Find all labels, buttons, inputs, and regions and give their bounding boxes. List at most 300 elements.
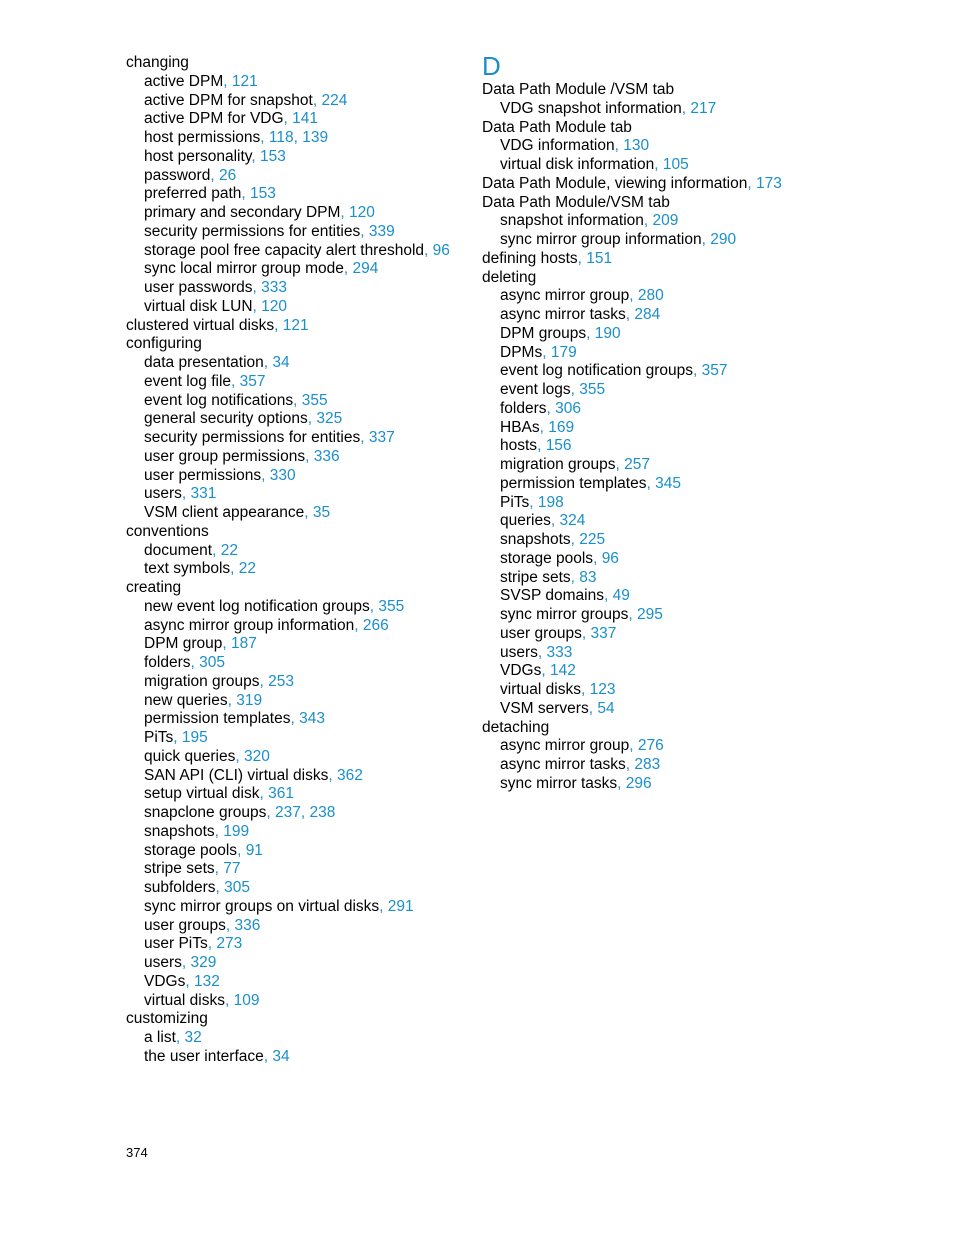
separator: , <box>300 804 310 821</box>
index-term: user permissions <box>144 466 262 484</box>
separator: , <box>369 597 379 615</box>
page-link[interactable]: 118 <box>268 129 294 146</box>
index-subentry <box>482 644 822 663</box>
separator: , <box>181 954 191 971</box>
index-subentry <box>126 242 466 261</box>
page-link[interactable]: 324 <box>559 512 586 530</box>
separator: , <box>617 774 626 792</box>
separator: , <box>628 606 637 623</box>
index-subentry <box>126 823 466 842</box>
page-link[interactable]: 121 <box>231 72 258 90</box>
index-term: sync mirror groups <box>500 606 629 623</box>
index-column-right <box>482 51 822 794</box>
index-term: snapclone groups <box>144 804 267 821</box>
page-link[interactable]: 224 <box>321 91 348 109</box>
page-link[interactable]: 91 <box>245 841 263 859</box>
separator: , <box>190 654 200 671</box>
index-entry <box>126 1010 466 1029</box>
index-term: Data Path Module, viewing information <box>482 174 748 192</box>
index-entry <box>126 579 466 598</box>
index-term: async mirror tasks <box>500 756 626 773</box>
index-term: host personality <box>144 147 252 165</box>
separator: , <box>223 72 232 90</box>
index-term: user groups <box>144 916 226 934</box>
separator: , <box>588 699 598 717</box>
index-subentry <box>126 148 466 167</box>
page-link[interactable]: 153 <box>250 185 276 203</box>
page-link[interactable]: 225 <box>579 531 606 548</box>
index-term: changing <box>126 54 189 71</box>
page-link[interactable]: 331 <box>190 485 217 503</box>
page-link[interactable]: 238 <box>309 804 336 821</box>
separator: , <box>586 324 595 342</box>
index-subentry <box>126 448 466 467</box>
page-link[interactable]: 266 <box>362 616 389 634</box>
index-term: VSM servers <box>500 699 589 717</box>
page-link[interactable]: 343 <box>299 710 325 728</box>
separator: , <box>360 222 369 240</box>
page-link[interactable]: 132 <box>193 972 220 990</box>
separator: , <box>252 279 262 296</box>
index-subentry <box>126 542 466 561</box>
index-subentry <box>126 467 466 486</box>
separator: , <box>215 879 225 896</box>
page-link[interactable]: 305 <box>224 879 251 896</box>
page-link[interactable]: 209 <box>652 212 679 230</box>
page-link[interactable]: 339 <box>368 222 395 240</box>
index-subentry <box>126 373 466 392</box>
index-subentry <box>126 729 466 748</box>
separator: , <box>629 737 638 755</box>
index-subentry <box>482 700 822 719</box>
index-term: stripe sets <box>144 860 215 878</box>
separator: , <box>259 672 269 690</box>
index-term: event log notification groups <box>500 362 694 380</box>
separator: , <box>539 418 549 436</box>
index-term: preferred path <box>144 185 242 203</box>
page-link[interactable]: 305 <box>199 654 226 671</box>
page-link[interactable]: 151 <box>586 249 613 267</box>
page-link[interactable]: 195 <box>181 729 208 746</box>
separator: , <box>261 466 270 484</box>
index-subentry <box>126 973 466 992</box>
index-term: permission templates <box>144 710 291 728</box>
page-link[interactable]: 156 <box>545 437 572 455</box>
separator: , <box>747 174 756 192</box>
page-link[interactable]: 120 <box>349 204 375 221</box>
index-term: defining hosts <box>482 249 578 267</box>
separator: , <box>546 399 556 417</box>
page-link[interactable]: 333 <box>546 643 573 661</box>
index-term: user passwords <box>144 279 253 296</box>
page-link[interactable]: 357 <box>239 372 266 390</box>
separator: , <box>629 287 638 305</box>
page-link[interactable]: 325 <box>316 410 343 428</box>
separator: , <box>379 897 388 915</box>
index-subentry <box>126 185 466 204</box>
index-entry <box>126 317 466 336</box>
page-link[interactable]: 123 <box>589 681 616 698</box>
index-subentry <box>126 785 466 804</box>
page-link[interactable]: 49 <box>612 587 630 605</box>
index-term: general security options <box>144 410 308 428</box>
index-subentry <box>126 767 466 786</box>
separator: , <box>237 841 246 859</box>
index-subentry <box>482 737 822 756</box>
separator: , <box>625 756 635 773</box>
index-subentry <box>126 92 466 111</box>
index-subentry <box>482 662 822 681</box>
page-link[interactable]: 173 <box>756 174 782 192</box>
page-link[interactable]: 355 <box>301 391 328 409</box>
index-term: virtual disks <box>500 681 581 698</box>
section-letter: D <box>482 51 501 81</box>
page-link[interactable]: 294 <box>352 260 379 278</box>
index-term: DPM group <box>144 635 223 653</box>
index-term: VDGs <box>500 662 542 680</box>
separator: , <box>173 729 182 746</box>
page-link[interactable]: 295 <box>636 606 663 623</box>
index-subentry <box>482 550 822 569</box>
index-subentry <box>126 410 466 429</box>
separator: , <box>343 260 353 278</box>
index-subentry <box>126 917 466 936</box>
index-subentry <box>482 775 822 794</box>
index-term: VDG snapshot information <box>500 99 682 117</box>
index-subentry <box>482 306 822 325</box>
separator: , <box>360 429 369 446</box>
page-link[interactable]: 139 <box>302 129 329 146</box>
separator: , <box>290 710 300 728</box>
index-term: active DPM <box>144 72 224 90</box>
index-subentry <box>482 344 822 363</box>
separator: , <box>304 504 313 521</box>
index-subentry <box>482 512 822 531</box>
index-term: event log file <box>144 372 232 390</box>
separator: , <box>185 972 194 990</box>
page-link[interactable]: 290 <box>710 231 737 248</box>
index-term: sync local mirror group mode <box>144 260 344 278</box>
separator: , <box>537 437 546 455</box>
index-term: customizing <box>126 1010 208 1028</box>
page-link[interactable]: 83 <box>579 568 597 586</box>
page-link[interactable]: 142 <box>549 662 576 680</box>
index-term: storage pool free capacity alert threshold <box>144 241 425 259</box>
index-term: storage pools <box>500 549 594 567</box>
page-link[interactable]: 362 <box>336 766 363 784</box>
index-term: subfolders <box>144 879 216 896</box>
index-term: a list <box>144 1029 176 1046</box>
separator: , <box>235 747 244 765</box>
page-link[interactable]: 77 <box>223 860 241 878</box>
index-term: DPM groups <box>500 324 587 342</box>
index-term: stripe sets <box>500 568 571 586</box>
index-subentry <box>126 635 466 654</box>
index-term: clustered virtual disks <box>126 316 275 334</box>
index-subentry <box>126 204 466 223</box>
index-subentry <box>126 485 466 504</box>
index-term: storage pools <box>144 841 238 859</box>
index-term: the user interface <box>144 1047 264 1065</box>
page-link[interactable]: 330 <box>269 466 296 484</box>
index-term: setup virtual disk <box>144 785 260 803</box>
index-entry <box>126 523 466 542</box>
index-term: creating <box>126 579 182 596</box>
page-link[interactable]: 257 <box>624 456 650 473</box>
page-link[interactable]: 190 <box>594 324 621 342</box>
page-link[interactable]: 34 <box>272 354 290 371</box>
index-subentry <box>126 354 466 373</box>
index-term: snapshot information <box>500 212 644 230</box>
index-subentry <box>126 692 466 711</box>
index-term: sync mirror group information <box>500 231 702 248</box>
page-link[interactable]: 329 <box>190 954 217 971</box>
index-entry <box>482 81 822 100</box>
index-term: SVSP domains <box>500 587 604 605</box>
index-entry <box>482 269 822 288</box>
index-subentry <box>482 287 822 306</box>
separator: , <box>260 129 269 146</box>
page-link[interactable]: 276 <box>637 737 664 755</box>
index-subentry <box>126 860 466 879</box>
index-subentry <box>126 598 466 617</box>
separator: , <box>580 681 590 698</box>
index-subentry <box>482 137 822 156</box>
page-link[interactable]: 355 <box>579 381 606 398</box>
index-term: snapshots <box>144 822 215 840</box>
page-link[interactable]: 336 <box>234 916 261 934</box>
index-subentry <box>482 569 822 588</box>
separator: , <box>581 624 591 642</box>
page-link[interactable]: 336 <box>313 447 340 465</box>
separator: , <box>307 410 317 428</box>
separator: , <box>266 804 275 821</box>
page-link[interactable]: 169 <box>548 418 575 436</box>
index-subentry <box>482 606 822 625</box>
separator: , <box>646 474 656 492</box>
separator: , <box>593 549 602 567</box>
index-term: new event log notification groups <box>144 597 370 615</box>
separator: , <box>283 110 293 128</box>
separator: , <box>529 493 538 511</box>
index-subentry <box>482 400 822 419</box>
index-subentry <box>482 325 822 344</box>
page-link[interactable]: 355 <box>378 597 405 615</box>
index-entry <box>126 335 466 354</box>
separator: , <box>615 456 625 473</box>
index-term: virtual disk information <box>500 156 655 173</box>
index-term: virtual disks <box>144 991 225 1009</box>
page-link[interactable]: 32 <box>184 1029 202 1046</box>
separator: , <box>252 297 262 315</box>
index-term: DPMs <box>500 343 543 361</box>
page-link[interactable]: 320 <box>243 747 270 765</box>
index-subentry <box>482 381 822 400</box>
page-link[interactable]: 179 <box>550 343 577 361</box>
page-link[interactable]: 253 <box>268 672 294 690</box>
separator: , <box>293 129 303 146</box>
page-link[interactable]: 141 <box>292 110 319 128</box>
page-link[interactable]: 22 <box>220 541 238 559</box>
page-link[interactable]: 34 <box>272 1047 290 1065</box>
index-subentry <box>482 100 822 119</box>
index-term: VDG information <box>500 137 615 155</box>
index-subentry <box>126 898 466 917</box>
index-term: hosts <box>500 437 538 455</box>
page-link[interactable]: 96 <box>432 241 450 259</box>
index-subentry <box>126 129 466 148</box>
page-link[interactable]: 54 <box>597 699 615 717</box>
index-term: configuring <box>126 335 202 353</box>
page-link[interactable]: 121 <box>282 316 309 334</box>
separator: , <box>225 916 235 934</box>
separator: , <box>263 1047 273 1065</box>
index-term: security permissions for entities <box>144 222 361 240</box>
separator: , <box>312 91 322 109</box>
page-link[interactable]: 291 <box>387 897 414 915</box>
index-term: user groups <box>500 624 582 642</box>
index-term: queries <box>500 512 551 530</box>
separator: , <box>570 531 580 548</box>
page-link[interactable]: 337 <box>368 429 395 446</box>
page-link[interactable]: 153 <box>260 147 286 165</box>
index-term: host permissions <box>144 129 261 146</box>
separator: , <box>654 156 663 173</box>
separator: , <box>251 147 261 165</box>
index-term: data presentation <box>144 354 264 371</box>
index-subentry <box>482 156 822 175</box>
index-term: users <box>144 954 182 971</box>
page-link[interactable]: 284 <box>634 306 661 323</box>
index-term: permission templates <box>500 474 647 492</box>
index-term: VSM client appearance <box>144 504 305 521</box>
page-link[interactable]: 120 <box>261 297 288 315</box>
index-subentry <box>126 617 466 636</box>
index-term: event logs <box>500 381 571 398</box>
index-subentry <box>126 298 466 317</box>
page-link[interactable]: 345 <box>655 474 681 492</box>
index-term: PiTs <box>500 493 530 511</box>
page-link[interactable]: 333 <box>261 279 288 296</box>
index-term: document <box>144 541 213 559</box>
index-term: Data Path Module tab <box>482 118 632 136</box>
index-subentry <box>482 494 822 513</box>
index-term: new queries <box>144 691 228 709</box>
separator: , <box>214 860 224 878</box>
index-entry <box>482 719 822 738</box>
page-link[interactable]: 187 <box>231 635 257 653</box>
separator: , <box>231 372 240 390</box>
index-term: deleting <box>482 268 537 286</box>
separator: , <box>542 343 551 361</box>
page-link[interactable]: 198 <box>537 493 564 511</box>
index-term: users <box>144 485 182 503</box>
page-link[interactable]: 283 <box>634 756 661 773</box>
page-link[interactable]: 26 <box>218 166 237 184</box>
index-subentry <box>126 804 466 823</box>
index-subentry <box>126 748 466 767</box>
index-subentry <box>126 654 466 673</box>
index-subentry <box>126 167 466 186</box>
page-link[interactable]: 280 <box>637 287 664 305</box>
separator: , <box>537 643 547 661</box>
page-link[interactable]: 109 <box>233 991 260 1009</box>
index-subentry <box>126 279 466 298</box>
page-number: 374 <box>126 1145 148 1160</box>
index-term: migration groups <box>144 672 260 690</box>
page-link[interactable]: 306 <box>555 399 582 417</box>
index-subentry <box>126 1029 466 1048</box>
page-link[interactable]: 22 <box>238 560 257 578</box>
page-link[interactable]: 337 <box>590 624 617 642</box>
page-link[interactable]: 96 <box>601 549 619 567</box>
separator: , <box>207 935 217 953</box>
index-term: password <box>144 166 211 184</box>
page-link[interactable]: 361 <box>268 785 294 803</box>
separator: , <box>222 635 232 653</box>
index-subentry <box>126 110 466 129</box>
index-subentry <box>482 212 822 231</box>
page-link[interactable]: 237 <box>275 804 301 821</box>
index-term: folders <box>500 399 547 417</box>
index-subentry <box>482 531 822 550</box>
page-link[interactable]: 35 <box>312 504 331 521</box>
page-link[interactable]: 273 <box>216 935 243 953</box>
separator: , <box>340 204 350 221</box>
index-term: conventions <box>126 522 209 540</box>
index-term: virtual disk LUN <box>144 297 253 315</box>
separator: , <box>550 512 560 530</box>
separator: , <box>305 447 314 465</box>
index-subentry <box>126 392 466 411</box>
page-link[interactable]: 217 <box>690 99 717 117</box>
page-link[interactable]: 319 <box>236 691 263 709</box>
page-link[interactable]: 199 <box>223 822 250 840</box>
page-link[interactable]: 130 <box>623 137 650 155</box>
index-term: active DPM for snapshot <box>144 91 313 109</box>
index-term: text symbols <box>144 560 231 578</box>
page-link[interactable]: 296 <box>625 774 652 792</box>
separator: , <box>681 99 691 117</box>
index-term: async mirror group information <box>144 616 355 634</box>
index-entry <box>482 175 822 194</box>
page-link[interactable]: 357 <box>701 362 728 380</box>
page-link[interactable]: 105 <box>662 156 689 173</box>
separator: , <box>701 231 711 248</box>
index-subentry <box>126 842 466 861</box>
index-subentry <box>126 992 466 1011</box>
index-term: user PiTs <box>144 935 208 953</box>
separator: , <box>274 316 283 334</box>
separator: , <box>214 822 224 840</box>
separator: , <box>175 1029 185 1046</box>
separator: , <box>227 691 237 709</box>
index-term: active DPM for VDG <box>144 110 284 128</box>
index-term: SAN API (CLI) virtual disks <box>144 766 329 784</box>
index-term: VDGs <box>144 972 186 990</box>
index-subentry <box>126 73 466 92</box>
index-term: Data Path Module /VSM tab <box>482 81 675 98</box>
index-subentry <box>126 954 466 973</box>
index-entry <box>482 250 822 269</box>
separator: , <box>577 249 587 267</box>
separator: , <box>230 560 239 578</box>
index-subentry <box>482 231 822 250</box>
separator: , <box>693 362 702 380</box>
separator: , <box>210 166 219 184</box>
index-term: HBAs <box>500 418 540 436</box>
separator: , <box>354 616 363 634</box>
